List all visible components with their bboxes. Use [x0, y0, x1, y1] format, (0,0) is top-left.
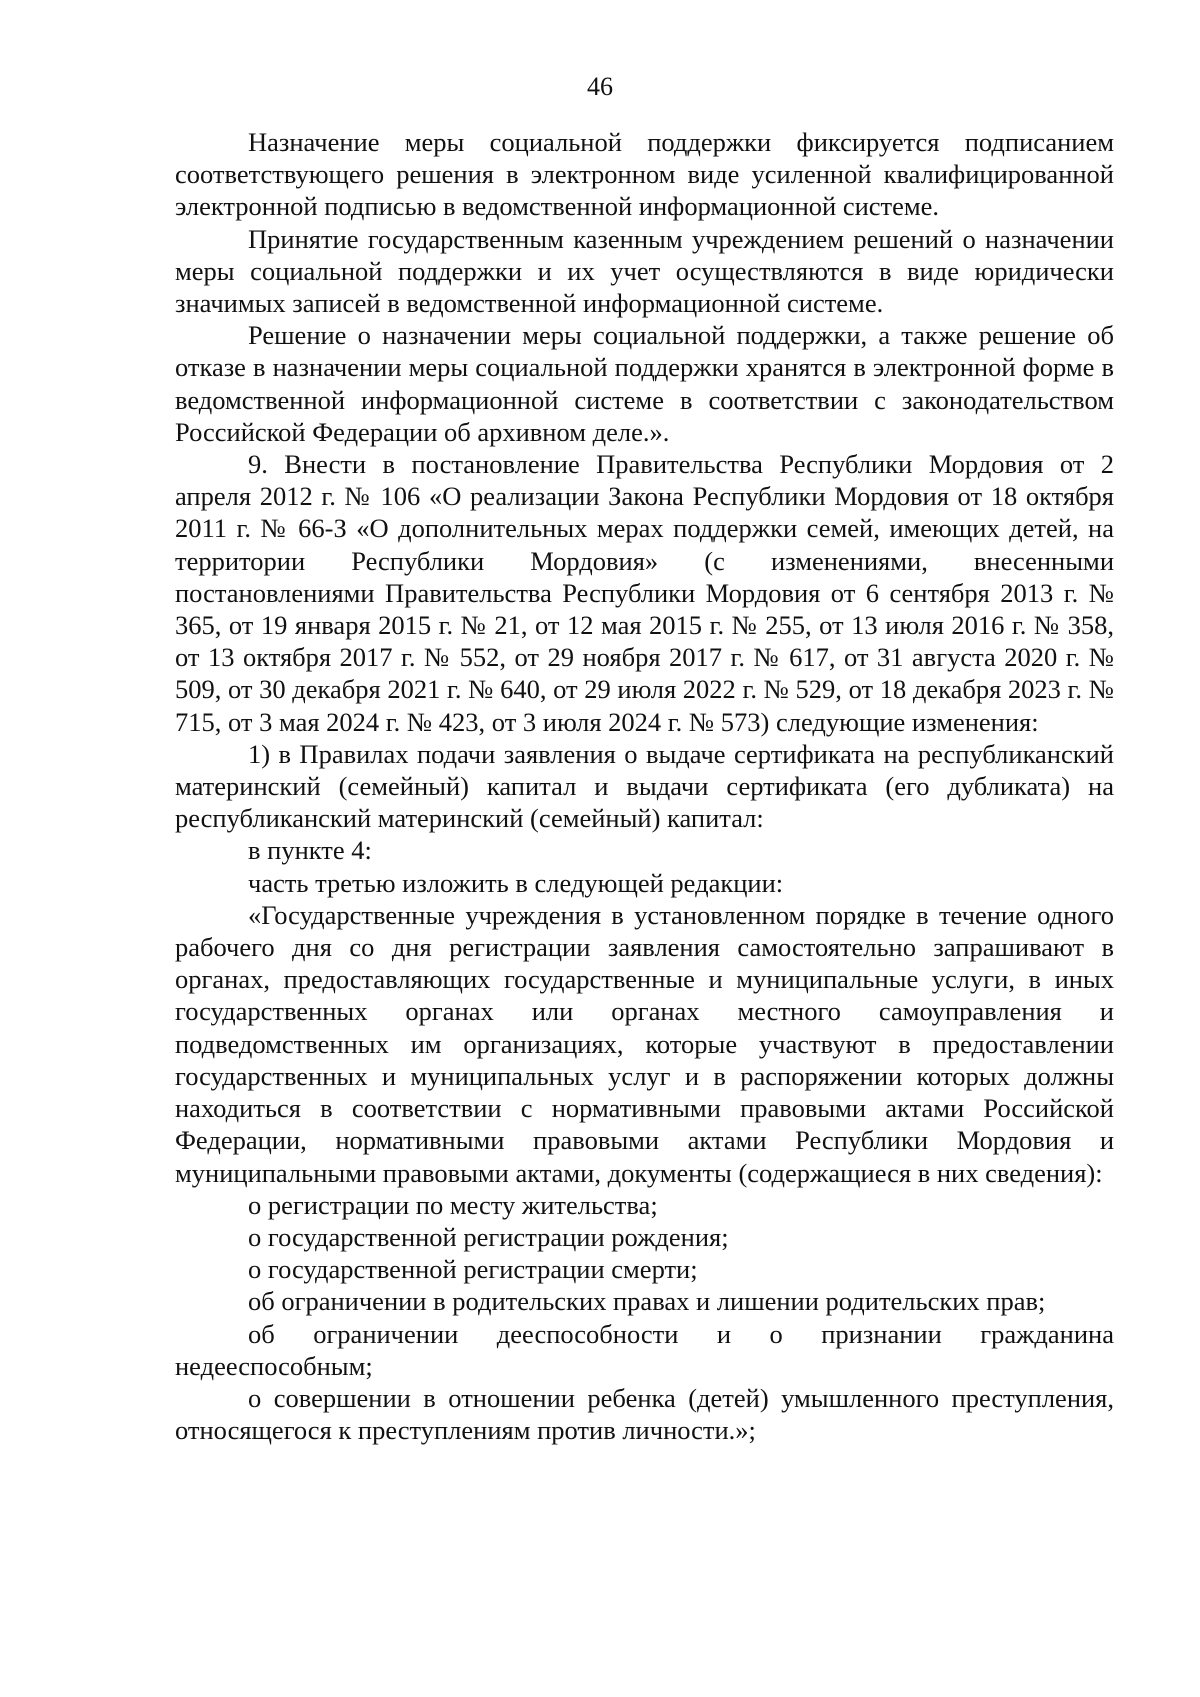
page-number: 46 — [587, 72, 613, 101]
paragraph-signing-decision: Назначение меры социальной поддержки фиксируется подписанием соответствующего решения в электронном виде усиленной квалифицированной электронной подписью в ведомственной информационной системе. — [175, 127, 1114, 222]
paragraph-clause-4: в пункте 4: — [248, 835, 372, 866]
list-item-parental-rights: об ограничении в родительских правах и лишении родительских прав; — [248, 1286, 1046, 1317]
paragraph-decision-storage: Решение о назначении меры социальной поддержки, а также решение об отказе в назначении меры социальной поддержки хранятся в электронной форме в ведомственной информационной системе в соответствии с законодательством Российской Федерации об архивном деле.». — [175, 320, 1114, 447]
list-item-residence-registration: о регистрации по месту жительства; — [248, 1189, 658, 1220]
paragraph-item-9-amendments: 9. Внести в постановление Правительства Республики Мордовия от 2 апреля 2012 г. № 106 «О реализации Закона Республики Мордовия от 18 октября 2011 г. № 66-З «О дополнительных мерах поддержки семей, имеющих детей, на территории Республики Мордовия» (с изменениями, внесенными постановлениями Правительства Республики Мордовия от 6 сентября 2013 г. № 365, от 19 января 2015 г. № 21, от 12 мая 2015 г. № 255, от 13 июля 2016 г. № 358, от 13 октября 2017 г. № 552, от 29 ноября 2017 г. № 617, от 31 августа 2020 г. № 509, от 30 декабря 2021 г. № 640, от 29 июля 2022 г. № 529, от 18 декабря 2023 г. № 715, от 3 мая 2024 г. № 423, от 3 июля 2024 г. № 573) следующие изменения: — [175, 449, 1114, 737]
paragraph-decision-records: Принятие государственным казенным учреждением решений о назначении меры социальной поддержки и их учет осуществляются в виде юридически значимых записей в ведомственной информационной системе. — [175, 223, 1114, 319]
list-item-legal-capacity: об ограничении дееспособности и о признании гражданина недееспособным; — [175, 1318, 1114, 1381]
paragraph-part-three: часть третью изложить в следующей редакции: — [248, 867, 784, 898]
paragraph-subitem-1-rules: 1) в Правилах подачи заявления о выдаче сертификата на республиканский материнский (семейный) капитал и выдачи сертификата (его дубликата) на республиканский материнский (семейный) капитал: — [175, 738, 1114, 834]
document-body — [175, 126, 1114, 1446]
paragraph-state-institutions-request: «Государственные учреждения в установленном порядке в течение одного рабочего дня со дня регистрации заявления самостоятельно запрашивают в органах, предоставляющих государственные и муниципальные услуги, в иных государственных органах или органах местного самоуправления и подведомственных им организациях, которые участвуют в предоставлении государственных и муниципальных услуг и в распоряжении которых должны находиться в соответствии с нормативными правовыми актами Российской Федерации, нормативными правовыми актами Республики Мордовия и муниципальными правовыми актами, документы (содержащиеся в них сведения): — [175, 899, 1114, 1188]
list-item-crime-against-child: о совершении в отношении ребенка (детей) умышленного преступления, относящегося к преступлениям против личности.»; — [175, 1382, 1114, 1446]
list-item-birth-registration: о государственной регистрации рождения; — [248, 1221, 729, 1252]
list-item-death-registration: о государственной регистрации смерти; — [248, 1254, 698, 1285]
